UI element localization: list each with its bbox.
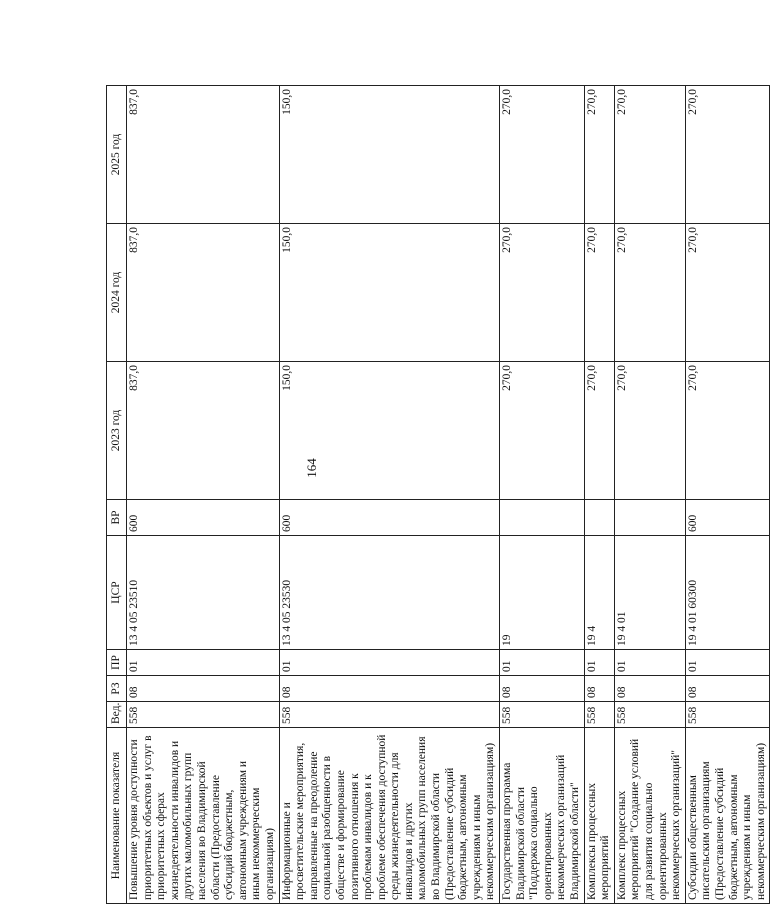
table-header-row xyxy=(107,86,127,904)
target-article-cell: 19 4 01 60300 xyxy=(685,536,770,650)
section-cell: 08 xyxy=(685,676,770,702)
section-cell: 08 xyxy=(127,676,280,702)
table-row xyxy=(127,86,280,904)
indicator-name-cell: Комплекс процессных мероприятий "Создание условий для развития социально ориентированных некоммерческих организаций" xyxy=(614,728,685,904)
value-2023-cell: 150,0 xyxy=(279,362,500,500)
dept-cell: 558 xyxy=(614,702,685,728)
value-2023-cell: 270,0 xyxy=(500,362,585,500)
expense-type-cell xyxy=(584,500,614,536)
section-cell: 08 xyxy=(614,676,685,702)
header-cell: ЦСР xyxy=(107,536,127,650)
subsection-cell: 01 xyxy=(279,650,500,676)
header-cell: ВР xyxy=(107,500,127,536)
value-2025-cell: 270,0 xyxy=(584,86,614,224)
section-cell: 08 xyxy=(584,676,614,702)
subsection-cell: 01 xyxy=(500,650,585,676)
value-2025-cell: 150,0 xyxy=(279,86,500,224)
header-cell: Наименование показателя xyxy=(107,728,127,904)
target-article-cell: 13 4 05 23530 xyxy=(279,536,500,650)
header-cell: Вед. xyxy=(107,702,127,728)
value-2023-cell: 270,0 xyxy=(584,362,614,500)
budget-table xyxy=(106,85,770,904)
table-row xyxy=(279,86,500,904)
header-cell: ПР xyxy=(107,650,127,676)
indicator-name-cell: Субсидии общественным писательским организациям (Предоставление субсидий бюджетным, автономным учреждениям и иным некоммерческим организациям) xyxy=(685,728,770,904)
section-cell: 08 xyxy=(279,676,500,702)
header-cell: РЗ xyxy=(107,676,127,702)
value-2024-cell: 270,0 xyxy=(685,224,770,362)
value-2023-cell: 270,0 xyxy=(614,362,685,500)
indicator-name-cell: Информационные и просветительские мероприятия, направленные на преодоление социальной разобщенности в обществе и формирование позитивного отношения к проблемам инвалидов и к проблеме обеспечения доступной среды жизнедеятельности для инвалидов и других маломобильных групп населения во Владимирской области (Предоставление субсидий бюджетным, автономным учреждениям и иным некоммерческим организациям) xyxy=(279,728,500,904)
expense-type-cell: 600 xyxy=(685,500,770,536)
header-cell: 2025 год xyxy=(107,86,127,224)
expense-type-cell: 600 xyxy=(127,500,280,536)
value-2025-cell: 837,0 xyxy=(127,86,280,224)
target-article-cell: 19 4 xyxy=(584,536,614,650)
target-article-cell: 19 4 01 xyxy=(614,536,685,650)
expense-type-cell xyxy=(500,500,585,536)
table-row xyxy=(614,86,685,904)
value-2025-cell: 270,0 xyxy=(685,86,770,224)
table-row xyxy=(500,86,585,904)
header-cell: 2024 год xyxy=(107,224,127,362)
value-2023-cell: 837,0 xyxy=(127,362,280,500)
dept-cell: 558 xyxy=(279,702,500,728)
dept-cell: 558 xyxy=(500,702,585,728)
dept-cell: 558 xyxy=(584,702,614,728)
target-article-cell: 19 xyxy=(500,536,585,650)
subsection-cell: 01 xyxy=(614,650,685,676)
subsection-cell: 01 xyxy=(685,650,770,676)
value-2024-cell: 270,0 xyxy=(614,224,685,362)
value-2024-cell: 837,0 xyxy=(127,224,280,362)
header-cell: 2023 год xyxy=(107,362,127,500)
value-2023-cell: 270,0 xyxy=(685,362,770,500)
dept-cell: 558 xyxy=(685,702,770,728)
subsection-cell: 01 xyxy=(127,650,280,676)
value-2024-cell: 270,0 xyxy=(584,224,614,362)
subsection-cell: 01 xyxy=(584,650,614,676)
indicator-name-cell: Государственная программа Владимирской области "Поддержка социально ориентированных некоммерческих организаций Владимирской области" xyxy=(500,728,585,904)
rotated-table-wrapper xyxy=(106,86,767,904)
value-2024-cell: 270,0 xyxy=(500,224,585,362)
expense-type-cell xyxy=(614,500,685,536)
indicator-name-cell: Повышение уровня доступности приоритетных объектов и услуг в приоритетных сферах жизнедеятельности инвалидов и других маломобильных групп населения во Владимирской области (Предоставление субсидий бюджетным, автономным учреждениям и иным некоммерческим организациям) xyxy=(127,728,280,904)
table-row xyxy=(685,86,770,904)
target-article-cell: 13 4 05 23510 xyxy=(127,536,280,650)
dept-cell: 558 xyxy=(127,702,280,728)
value-2025-cell: 270,0 xyxy=(500,86,585,224)
page-number: 164 xyxy=(304,458,319,478)
table-row xyxy=(584,86,614,904)
indicator-name-cell: Комплексы процессных мероприятий xyxy=(584,728,614,904)
value-2024-cell: 150,0 xyxy=(279,224,500,362)
section-cell: 08 xyxy=(500,676,585,702)
value-2025-cell: 270,0 xyxy=(614,86,685,224)
expense-type-cell: 600 xyxy=(279,500,500,536)
